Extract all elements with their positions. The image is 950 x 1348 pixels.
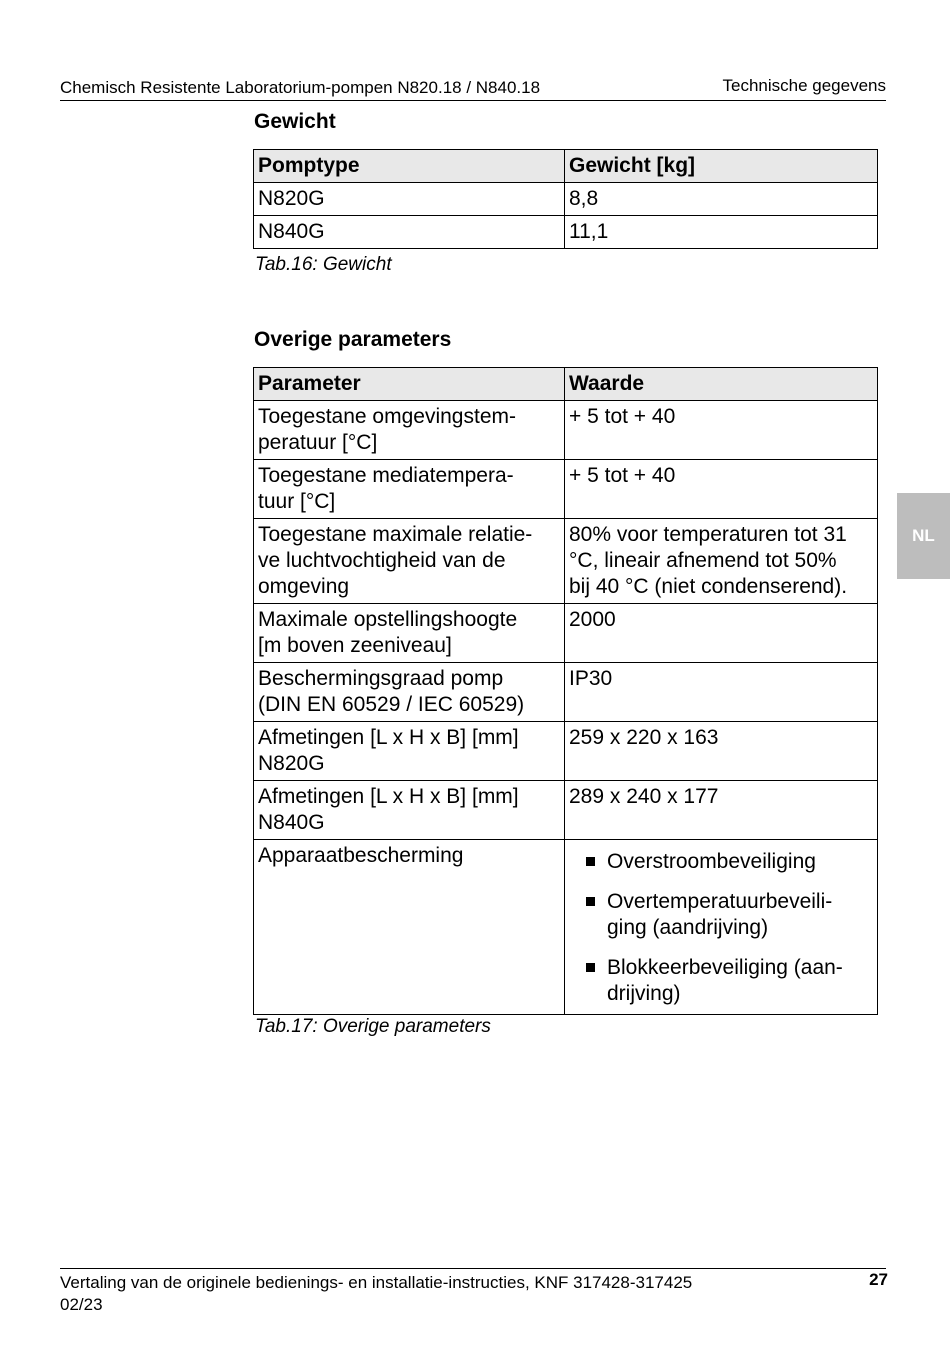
column-header: Pomptype (254, 150, 565, 183)
weight-table-caption: Tab.16: Gewicht (255, 254, 392, 275)
table-header-row (254, 150, 878, 183)
table-cell: N840G (254, 216, 565, 249)
list-item (569, 955, 873, 1007)
table-row (254, 216, 878, 249)
table-cell: N820G (254, 183, 565, 216)
table-cell (565, 840, 878, 1015)
params-section-title: Overige parameters (254, 328, 452, 351)
protection-list (569, 849, 873, 1007)
table-cell: Toegestane maximale relatie- ve luchtvochtigheid van de omgeving (254, 519, 565, 604)
table-cell: Toegestane omgevingstem- peratuur [°C] (254, 401, 565, 460)
table-cell: 289 x 240 x 177 (565, 781, 878, 840)
footer-line-1: Vertaling van de originele bedienings- en installatie-instructies, KNF 317428-317425 (60, 1273, 693, 1292)
weight-table (253, 149, 878, 249)
table-cell: 2000 (565, 604, 878, 663)
list-item (569, 889, 873, 941)
column-header: Gewicht [kg] (565, 150, 878, 183)
list-item-text: Overstroombeveiliging (607, 850, 816, 873)
table-cell: Toegestane mediatempera- tuur [°C] (254, 460, 565, 519)
table-cell: 8,8 (565, 183, 878, 216)
table-row (254, 663, 878, 722)
params-table (253, 367, 878, 1015)
table-row (254, 604, 878, 663)
table-row (254, 840, 878, 1015)
table-row (254, 460, 878, 519)
table-row (254, 401, 878, 460)
header-rule (60, 100, 886, 101)
table-cell: + 5 tot + 40 (565, 401, 878, 460)
table-row (254, 183, 878, 216)
table-cell: 11,1 (565, 216, 878, 249)
table-row (254, 781, 878, 840)
table-cell: + 5 tot + 40 (565, 460, 878, 519)
page-number: 27 (869, 1270, 888, 1289)
table-header-row (254, 368, 878, 401)
column-header: Parameter (254, 368, 565, 401)
bullet-square-icon (586, 963, 595, 972)
bullet-square-icon (586, 897, 595, 906)
params-table-caption: Tab.17: Overige parameters (255, 1016, 491, 1037)
table-cell: Afmetingen [L x H x B] [mm] N820G (254, 722, 565, 781)
weight-section-title: Gewicht (254, 110, 336, 133)
list-item-text: Blokkeerbeveiliging (aan- drijving) (607, 956, 843, 1005)
page-header-left: Chemisch Resistente Laboratorium-pompen N820.18 / N840.18 (60, 78, 541, 97)
table-row (254, 519, 878, 604)
table-cell: Afmetingen [L x H x B] [mm] N840G (254, 781, 565, 840)
bullet-square-icon (586, 857, 595, 866)
footer-rule (60, 1268, 886, 1269)
table-cell: Maximale opstellingshoogte [m boven zeeniveau] (254, 604, 565, 663)
footer-line-2: 02/23 (60, 1295, 103, 1314)
list-item (569, 849, 873, 875)
list-item-text: Overtemperatuurbeveili- ging (aandrijving) (607, 890, 833, 939)
table-cell: 259 x 220 x 163 (565, 722, 878, 781)
table-cell: Apparaatbescherming (254, 840, 565, 1015)
page-header-right: Technische gegevens (722, 76, 886, 95)
footer-text (60, 1272, 692, 1316)
table-cell: IP30 (565, 663, 878, 722)
column-header: Waarde (565, 368, 878, 401)
table-cell: 80% voor temperaturen tot 31 °C, lineair afnemend tot 50% bij 40 °C (niet condenserend). (565, 519, 878, 604)
language-tab: NL (897, 493, 950, 579)
table-row (254, 722, 878, 781)
table-cell: Beschermingsgraad pomp (DIN EN 60529 / IEC 60529) (254, 663, 565, 722)
